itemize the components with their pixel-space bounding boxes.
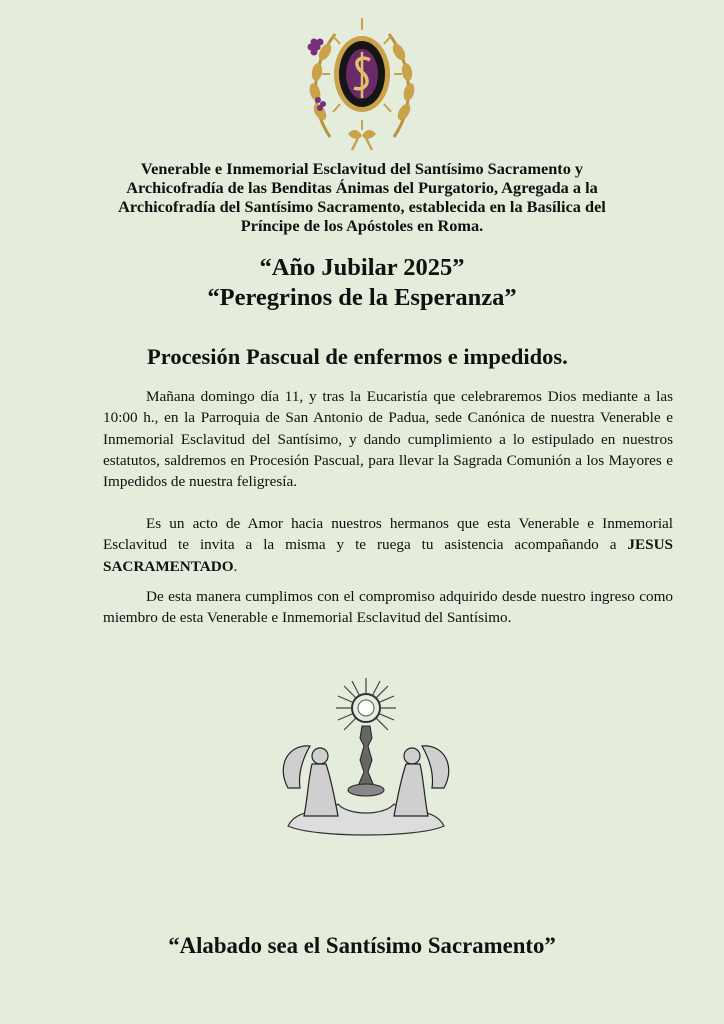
paragraph-2-end: . bbox=[233, 557, 238, 575]
institution-line: Príncipe de los Apóstoles en Roma. bbox=[240, 216, 484, 235]
closing-acclamation: “Alabado sea el Santísimo Sacramento” bbox=[168, 933, 556, 958]
body-paragraph-1: Mañana domingo día 11, y tras la Eucaristía que celebraremos Dios mediante a las 10:00 h., en la Parroquia de San Antonio de Padua, sede Canónica de nuestra Venerable e Inmemorial Esclavitud del Santísimo, y dando cumplimiento a lo estipulado en nuestros estatutos, saldremos en Procesión Pascual, para llevar la Sagrada Comunión a los Mayores e Impedidos de nuestra feligresía. bbox=[103, 388, 673, 491]
title-line-2: “Peregrinos de la Esperanza” bbox=[207, 284, 517, 311]
brotherhood-crest-icon bbox=[300, 12, 424, 152]
monstrance-with-angels-icon bbox=[268, 676, 464, 846]
paragraph-2-emphasis: JESUS SACRAMENTADO bbox=[103, 536, 673, 575]
subject-heading: Procesión Pascual de enfermos e impedidos. bbox=[147, 344, 568, 369]
paragraph-2-text: Es un acto de Amor hacia nuestros hermanos que esta Venerable e Inmemorial Esclavitud te invita a la misma y te ruega tu asistencia acompañando a bbox=[103, 515, 673, 554]
body-paragraph-2 bbox=[103, 513, 673, 577]
institution-header bbox=[50, 159, 674, 235]
institution-line: Archicofradía de las Benditas Ánimas del Purgatorio, Agregada a la bbox=[126, 178, 598, 197]
jubilee-title bbox=[50, 253, 674, 313]
institution-line: Archicofradía del Santísimo Sacramento, establecida en la Basílica del bbox=[118, 197, 606, 216]
institution-line: Venerable e Inmemorial Esclavitud del Santísimo Sacramento y bbox=[140, 159, 584, 178]
body-paragraph-3: De esta manera cumplimos con el compromiso adquirido desde nuestro ingreso como miembro de esta Venerable e Inmemorial Esclavitud del Santísimo. bbox=[103, 588, 673, 627]
title-line-1: “Año Jubilar 2025” bbox=[259, 254, 465, 281]
